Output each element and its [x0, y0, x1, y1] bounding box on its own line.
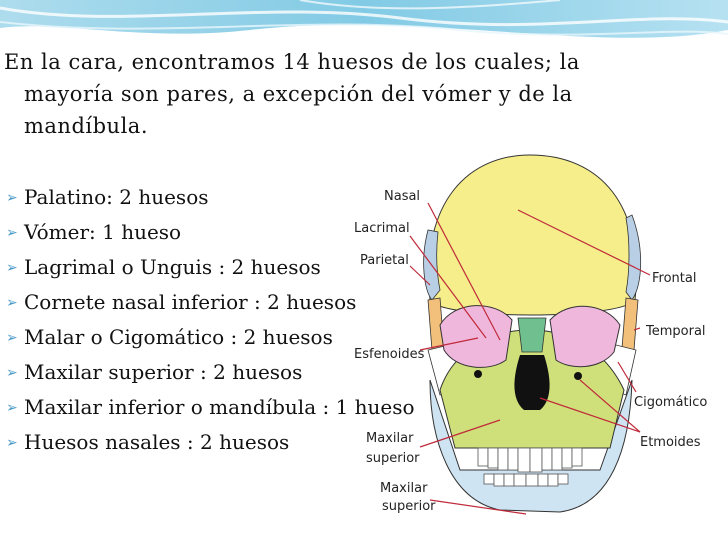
label-maxilar-2b: superior [382, 499, 436, 514]
list-item: ➢ Malar o Cigomático : 2 huesos [6, 320, 415, 355]
bullet-arrow-icon: ➢ [6, 225, 18, 241]
list-item: ➢ Huesos nasales : 2 huesos [6, 425, 415, 460]
nasal-bones-shape [518, 318, 546, 352]
label-nasal: Nasal [384, 189, 421, 204]
bullet-arrow-icon: ➢ [6, 330, 18, 346]
label-maxilar-2a: Maxilar [380, 481, 428, 496]
list-item: ➢ Maxilar superior : 2 huesos [6, 355, 415, 390]
bullet-arrow-icon: ➢ [6, 400, 18, 416]
list-item: ➢ Cornete nasal inferior : 2 huesos [6, 285, 415, 320]
list-item: ➢ Lagrimal o Unguis : 2 huesos [6, 250, 415, 285]
label-temporal: Temporal [646, 324, 706, 339]
list-item: ➢ Palatino: 2 huesos [6, 180, 415, 215]
list-item: ➢ Maxilar inferior o mandíbula : 1 hueso [6, 390, 415, 425]
bullet-arrow-icon: ➢ [6, 260, 18, 276]
teeth-lower [484, 474, 568, 486]
intro-line-1: En la cara, encontramos 14 huesos de los cuales; la [4, 50, 580, 74]
label-lacrimal: Lacrimal [354, 221, 410, 236]
nasal-cavity-shape [514, 355, 549, 410]
bullet-arrow-icon: ➢ [6, 190, 18, 206]
intro-paragraph [4, 46, 668, 142]
intro-line-2: mayoría son pares, a excepción del vómer y de la [24, 82, 573, 106]
label-maxilar-1a: Maxilar [366, 431, 414, 446]
bullet-arrow-icon: ➢ [6, 365, 18, 381]
bullet-arrow-icon: ➢ [6, 435, 18, 451]
skull-diagram [340, 150, 728, 546]
label-parietal: Parietal [360, 253, 409, 268]
label-frontal: Frontal [652, 271, 697, 286]
label-esfenoides: Esfenoides [354, 347, 425, 362]
list-item: ➢ Vómer: 1 hueso [6, 215, 415, 250]
frontal-shape [429, 155, 637, 315]
orbit-left-shape [440, 306, 512, 368]
label-etmoides: Etmoides [640, 435, 701, 450]
bullet-arrow-icon: ➢ [6, 295, 18, 311]
label-maxilar-1b: superior [366, 451, 420, 466]
label-cigomatico: Cigomático [634, 395, 708, 410]
teeth-upper [478, 448, 582, 472]
intro-line-3: mandíbula. [24, 114, 148, 138]
